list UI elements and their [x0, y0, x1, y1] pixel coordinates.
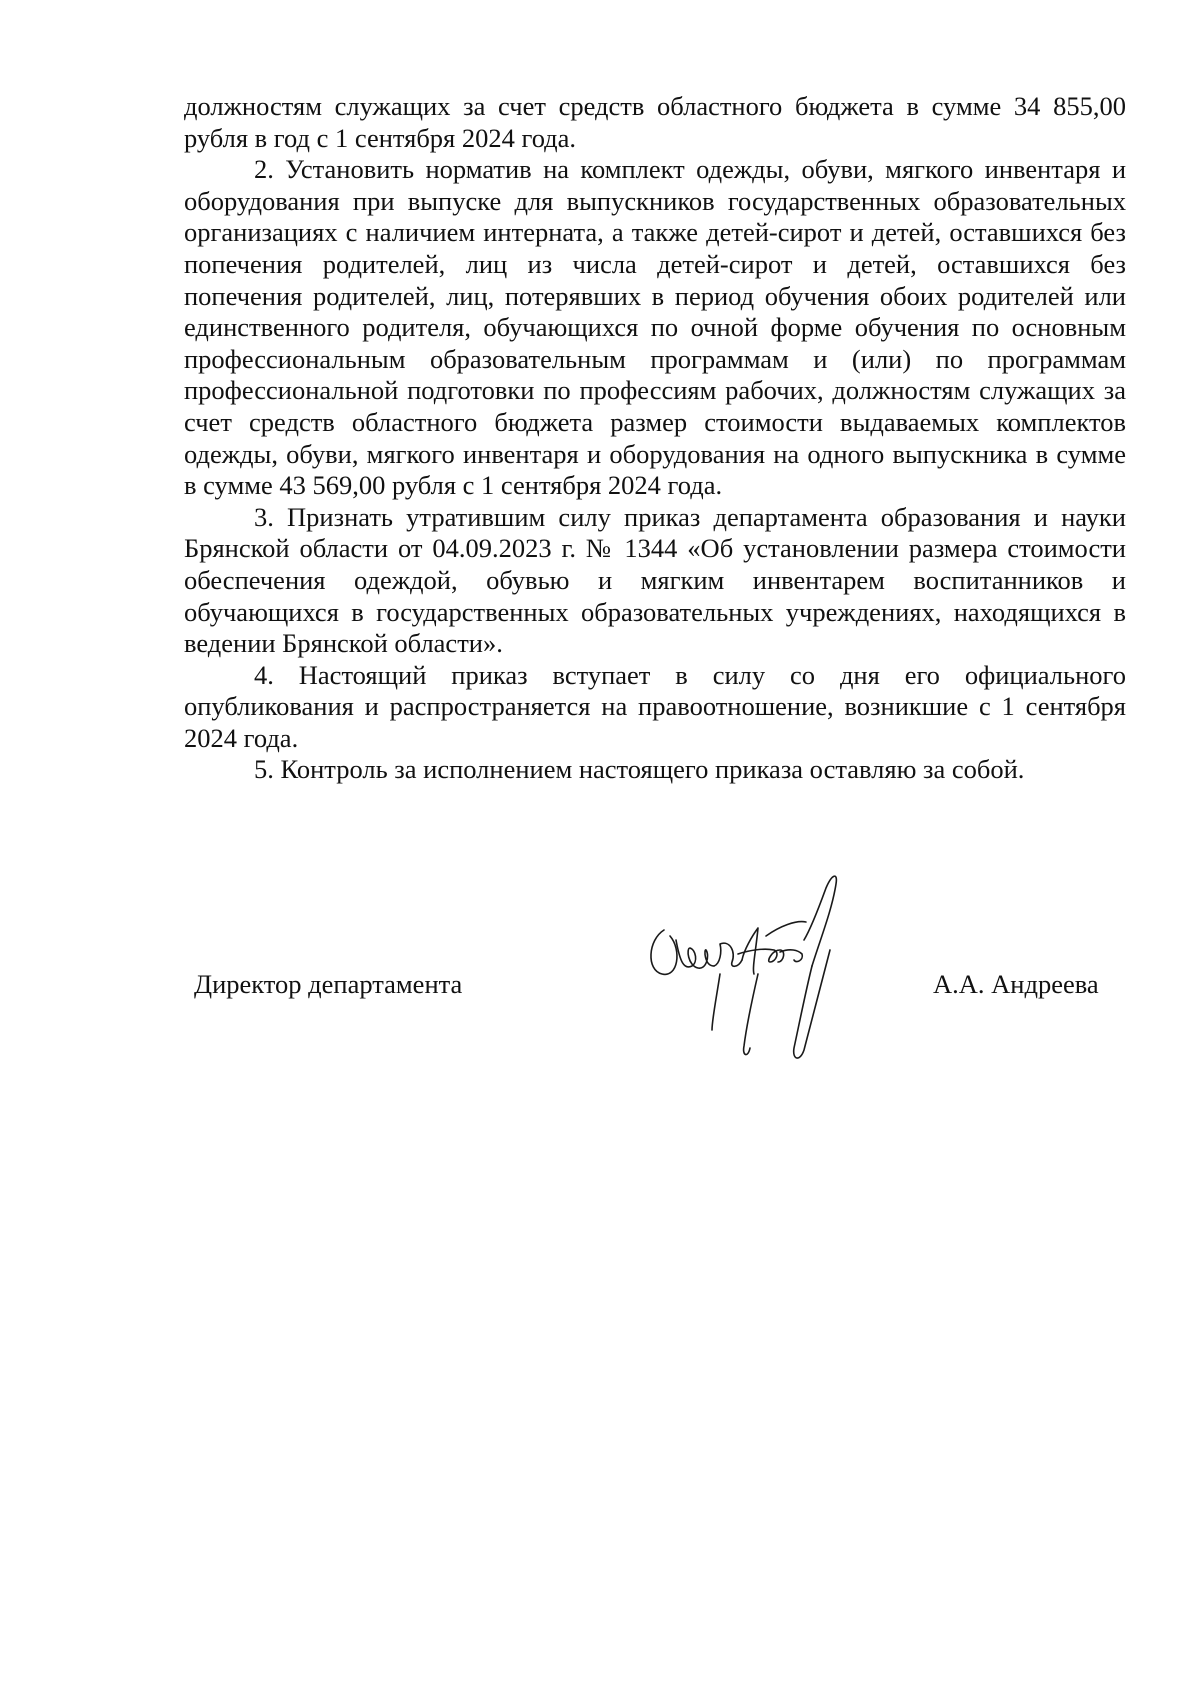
signatory-name: А.А. Андреева: [933, 969, 1099, 999]
document-body: [184, 91, 1126, 786]
paragraph-item-5: 5. Контроль за исполнением настоящего приказа оставляю за собой.: [254, 754, 1025, 785]
signatory-position: Директор департамента: [194, 969, 463, 999]
paragraph-continuation: должностям служащих за счет средств областного бюджета в сумме 34 855,00 рубля в год с 1 сентября 2024 года.: [184, 91, 1126, 153]
paragraph-item-3: 3. Признать утратившим силу приказ департамента образования и науки Брянской области от 04.09.2023 г. № 1344 «Об установлении размера стоимости обеспечения одеждой, обувью и мягким инвентарем воспитанников и обучающихся в государственных образовательных учреждениях, находящихся в ведении Брянской области».: [184, 501, 1126, 659]
paragraph-item-4: 4. Настоящий приказ вступает в силу со дня его официального опубликования и распространяется на правоотношение, возникшие с 1 сентября 2024 года.: [184, 659, 1126, 753]
handwritten-signature: [640, 870, 910, 1075]
paragraph-item-2: 2. Установить норматив на комплект одежды, обуви, мягкого инвентаря и оборудования при выпуске для выпускников государственных образовательных организациях с наличием интерната, а также детей-сирот и детей, оставшихся без попечения родителей, лиц из числа детей-сирот и детей, оставшихся без попечения родителей, лиц, потерявших в период обучения обоих родителей или единственного родителя, обучающихся по очной форме обучения по основным профессиональным образовательным программам и (или) по программам профессиональной подготовки по профессиям рабочих, должностям служащих за счет средств областного бюджета размер стоимости выдаваемых комплектов одежды, обуви, мягкого инвентаря и оборудования на одного выпускника в сумме в сумме 43 569,00 рубля с 1 сентября 2024 года.: [184, 154, 1126, 501]
